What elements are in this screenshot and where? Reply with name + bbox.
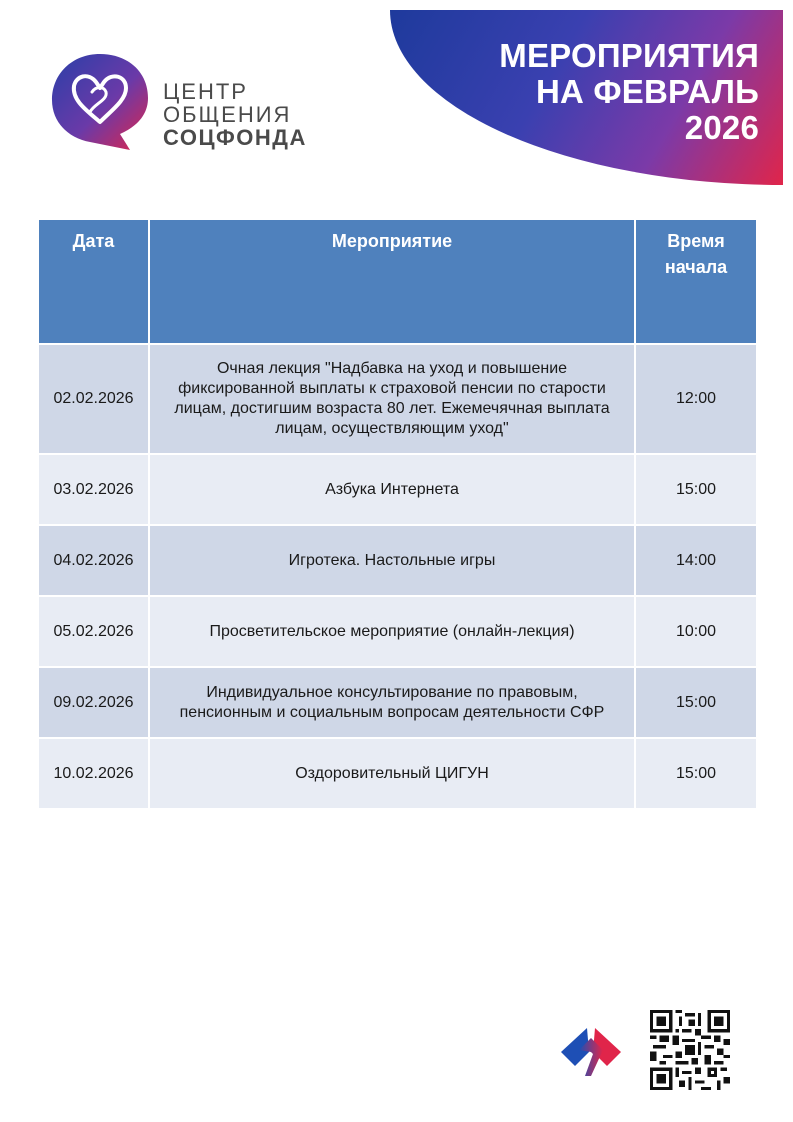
cell-event: Игротека. Настольные игры (149, 525, 635, 596)
header-event: Мероприятие (149, 219, 635, 344)
header-date: Дата (38, 219, 149, 344)
cell-date: 04.02.2026 (38, 525, 149, 596)
table-header-row (38, 219, 757, 344)
events-table (37, 218, 758, 810)
logo-text (163, 80, 307, 149)
logo-line-1: ЦЕНТР (163, 79, 248, 104)
header-time: Время начала (635, 219, 757, 344)
cell-date: 09.02.2026 (38, 667, 149, 738)
cell-time: 10:00 (635, 596, 757, 667)
cell-time: 14:00 (635, 525, 757, 596)
title-line-3: 2026 (684, 109, 759, 146)
table-row (38, 596, 757, 667)
cell-time: 15:00 (635, 667, 757, 738)
cell-event: Просветительское мероприятие (онлайн-лекция) (149, 596, 635, 667)
table-row (38, 525, 757, 596)
title-line-2: НА ФЕВРАЛЬ (535, 73, 759, 110)
cell-time: 15:00 (635, 454, 757, 525)
page-title (429, 38, 759, 146)
cell-date: 10.02.2026 (38, 738, 149, 809)
cell-event: Индивидуальное консультирование по правовым, пенсионным и социальным вопросам деятельности СФР (149, 667, 635, 738)
center-logo (50, 52, 350, 156)
logo-line-2: ОБЩЕНИЯ (163, 102, 292, 127)
cell-time: 15:00 (635, 738, 757, 809)
cell-date: 05.02.2026 (38, 596, 149, 667)
cell-date: 03.02.2026 (38, 454, 149, 525)
logo-line-3: СОЦФОНДА (163, 125, 307, 150)
table-row (38, 454, 757, 525)
heart-speech-bubble-icon (50, 52, 150, 152)
sfr-logo-icon (557, 1024, 625, 1080)
cell-event: Азбука Интернета (149, 454, 635, 525)
cell-event: Оздоровительный ЦИГУН (149, 738, 635, 809)
table-row (38, 738, 757, 809)
cell-time: 12:00 (635, 344, 757, 454)
title-line-1: МЕРОПРИЯТИЯ (499, 37, 759, 74)
table-row (38, 667, 757, 738)
qr-code-icon[interactable] (650, 1010, 730, 1090)
cell-event: Очная лекция "Надбавка на уход и повышение фиксированной выплаты к страховой пенсии по старости лицам, достигшим возраста 80 лет. Ежемечячная выплата лицам, осуществляющим уход" (149, 344, 635, 454)
table-row (38, 344, 757, 454)
cell-date: 02.02.2026 (38, 344, 149, 454)
